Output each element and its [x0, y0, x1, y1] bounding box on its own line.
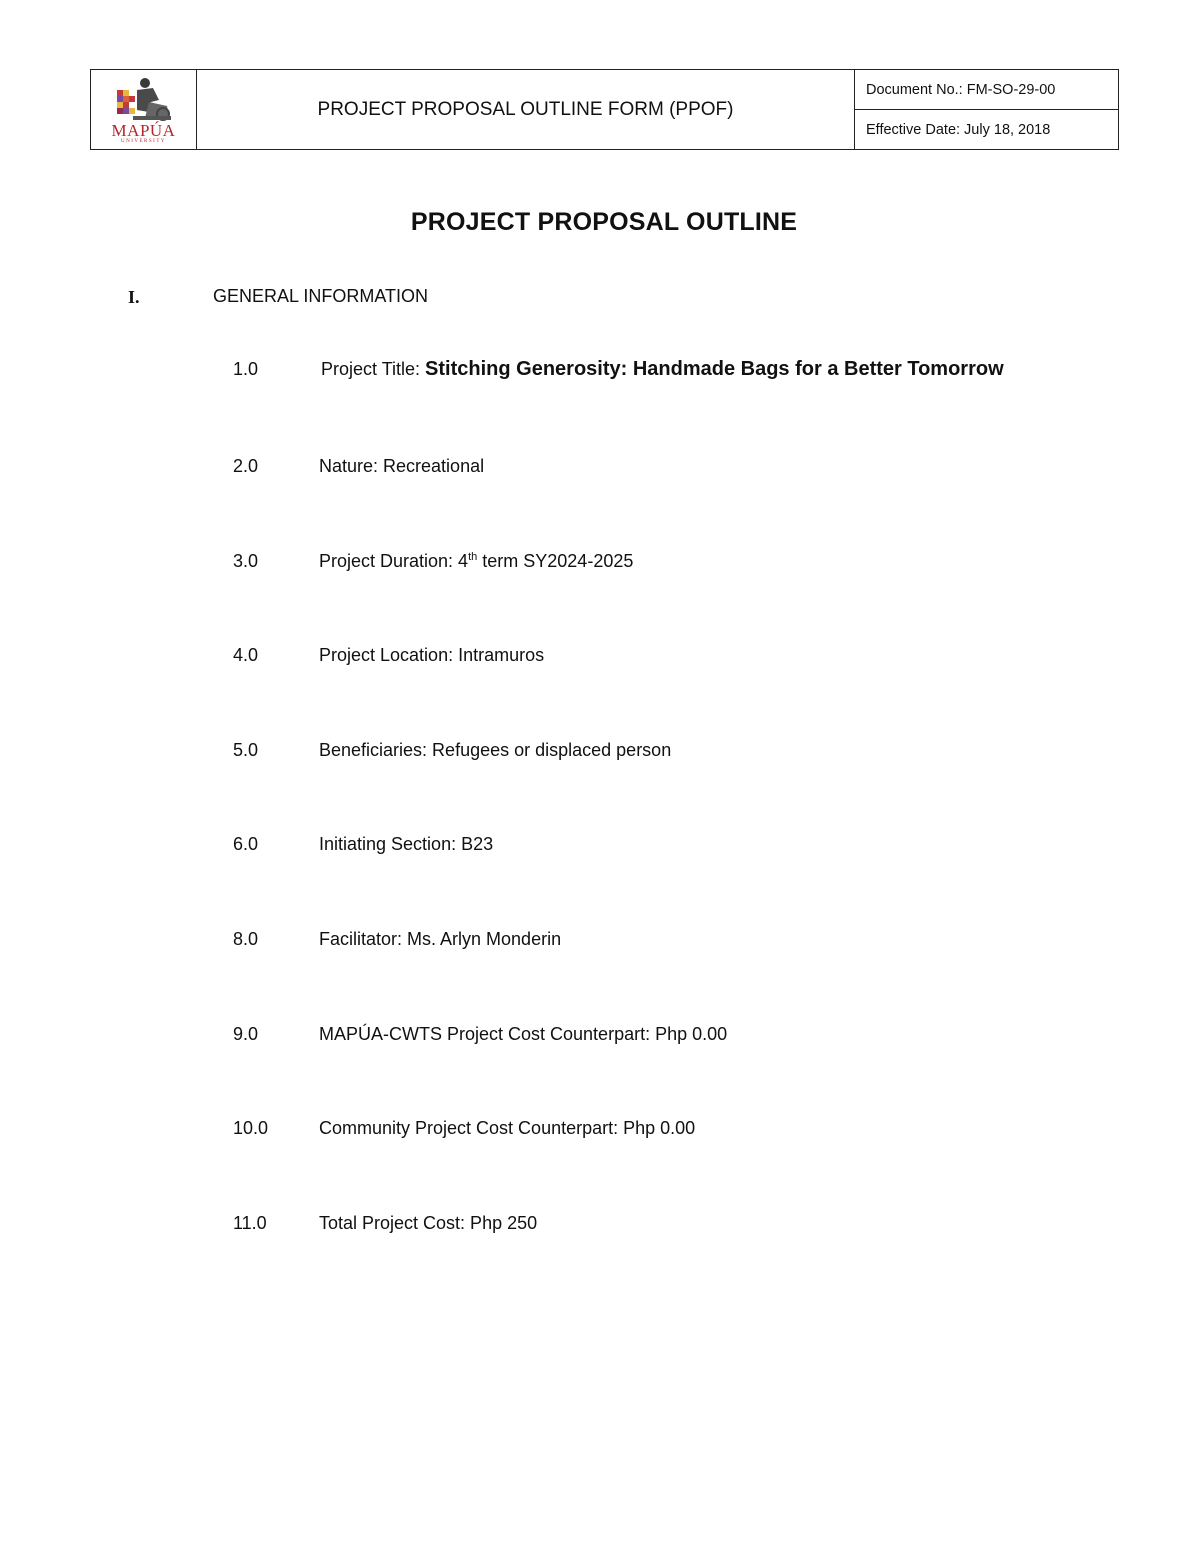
- list-item-community-cost: [0, 1118, 1120, 1148]
- list-item-nature: [0, 456, 1120, 486]
- list-item-duration: [0, 551, 1120, 581]
- item-text: [321, 358, 1004, 381]
- document-header-table: [90, 69, 1119, 150]
- list-item-mapua-cost: [0, 1024, 1120, 1054]
- logo-wordmark: MAPÚA: [111, 121, 176, 140]
- item-number: 5.0: [233, 740, 259, 760]
- duration-text-before: Project Duration: 4: [319, 551, 469, 571]
- item-number: 11.0: [233, 1213, 267, 1233]
- item-number: 3.0: [233, 551, 259, 571]
- project-title-value: Stitching Generosity: Handmade Bags for a Better Tomorrow: [425, 358, 1004, 380]
- item-text: Facilitator: Ms. Arlyn Monderin: [319, 929, 562, 949]
- logo-cell: [91, 70, 197, 149]
- item-text: Total Project Cost: Php 250: [319, 1213, 538, 1233]
- list-item-total-cost: [0, 1213, 1120, 1243]
- section-title: GENERAL INFORMATION: [213, 286, 429, 306]
- item-number: 10.0: [233, 1118, 269, 1138]
- item-number: 4.0: [233, 645, 259, 665]
- logo-subtext: UNIVERSITY: [121, 139, 166, 144]
- item-text: Beneficiaries: Refugees or displaced person: [319, 740, 672, 760]
- duration-superscript: th: [468, 551, 478, 563]
- item-text: [319, 551, 633, 572]
- document-meta: [855, 70, 1118, 149]
- duration-text-after: term SY2024-2025: [477, 551, 634, 571]
- item-number: 2.0: [233, 456, 259, 476]
- item-text: Initiating Section: B23: [319, 834, 494, 854]
- mapua-logo-icon: [115, 76, 173, 124]
- item-text: Community Project Cost Counterpart: Php 0.00: [319, 1118, 696, 1138]
- item-text: Project Location: Intramuros: [319, 645, 545, 665]
- list-item-initiating-section: [0, 834, 1120, 864]
- section-number: I.: [128, 287, 140, 307]
- document-number: Document No.: FM-SO-29-00: [866, 81, 1056, 98]
- effective-date: Effective Date: July 18, 2018: [855, 109, 1118, 149]
- document-title: PROJECT PROPOSAL OUTLINE: [410, 208, 798, 236]
- form-title: PROJECT PROPOSAL OUTLINE FORM (PPOF): [197, 70, 855, 149]
- list-item-beneficiaries: [0, 740, 1120, 770]
- list-item-location: [0, 645, 1120, 675]
- item-text: MAPÚA-CWTS Project Cost Counterpart: Php 0.00: [319, 1024, 728, 1044]
- item-number: 8.0: [233, 929, 259, 949]
- item-text: Nature: Recreational: [319, 456, 485, 476]
- item-number: 9.0: [233, 1024, 259, 1044]
- item-label: Project Title:: [321, 359, 426, 379]
- list-item-project-title: [0, 359, 1120, 389]
- list-item-facilitator: [0, 929, 1120, 959]
- item-number: 1.0: [233, 359, 259, 379]
- item-number: 6.0: [233, 834, 259, 854]
